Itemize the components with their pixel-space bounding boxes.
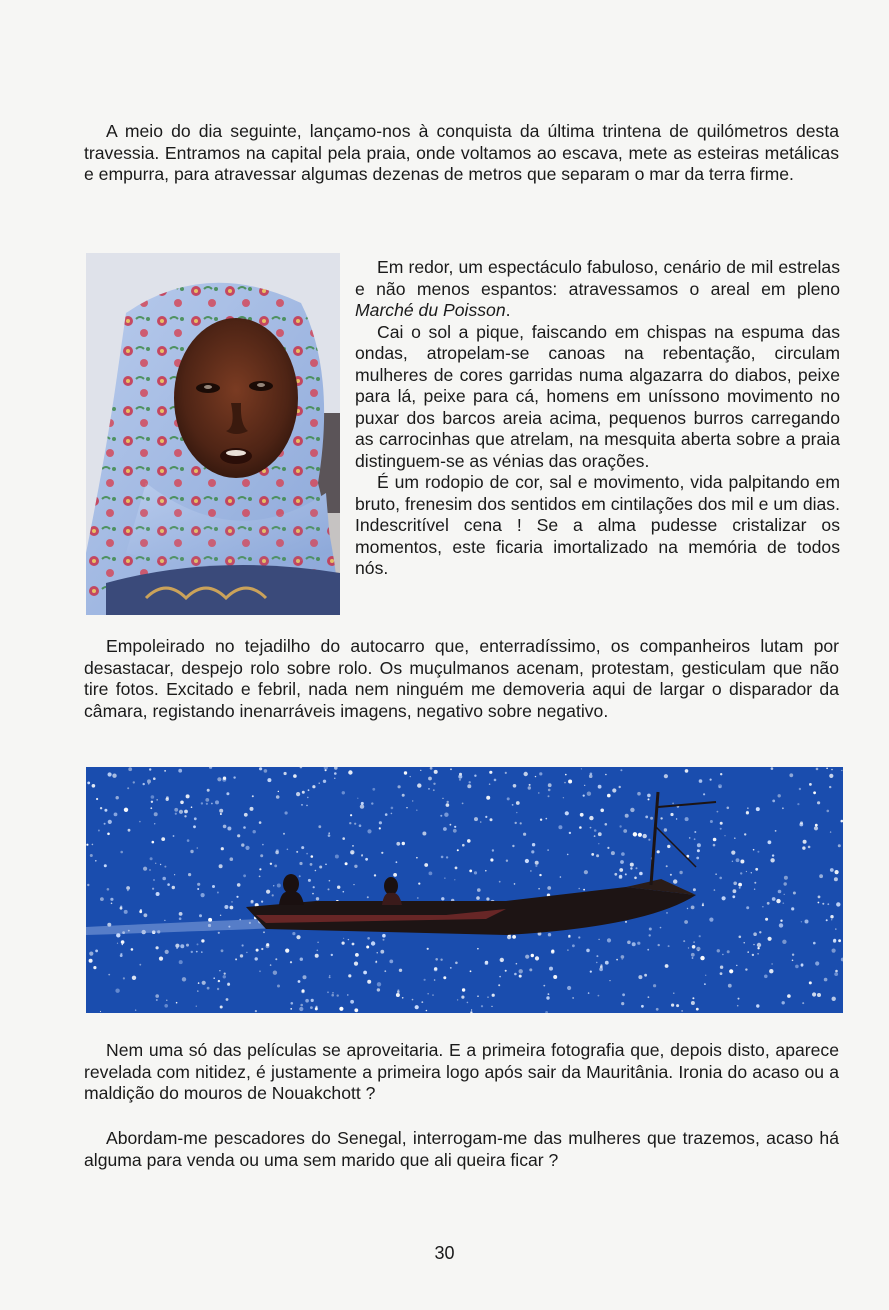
text-segment: . <box>505 300 511 320</box>
text-segment: Em redor, um espectáculo fabuloso, cenário de mil estrelas e não menos espantos: atravessamos o areal em pleno <box>355 257 840 299</box>
paragraph-films: Nem uma só das películas se aproveitaria. E a primeira fotografia que, depois disto, aparece revelada com nitidez, é justamente a primeira logo após sair da Mauritânia. Ironia do acaso ou a maldição do mouros de Nouakchott ? <box>84 1040 839 1103</box>
paragraph-market-intro <box>355 257 840 322</box>
page-number: 30 <box>434 1243 455 1263</box>
paragraph-market-scene: Cai o sol a pique, faiscando em chispas na espuma das ondas, atropelam-se canoas na rebentação, circulam mulheres de cores garridas numa algazarra do diabos, peixe para lá, peixe para cá, homens em uníssono movimento no puxar dos barcos areia acima, pequenos burros carregando as carrocinhas que atrelam, na mesquita aberta sobre a praia distinguem-se as vénias das orações. <box>355 321 840 471</box>
paragraph-arrival: A meio do dia seguinte, lançamo-nos à conquista da última trintena de quilómetros desta travessia. Entramos na capital pela praia, onde voltamos ao escava, mete as esteiras metálicas e empurra, para atravessar algumas dezenas de metros que separam o mar da terra firme. <box>84 121 839 184</box>
paragraph-market-impression: É um rodopio de cor, sal e movimento, vida palpitando em bruto, frenesim dos sentidos em cintilações dos mil e um dias. Indescritível cena ! Se a alma pudesse cristalizar os momentos, este ficaria imortalizado na memória de todos nós. <box>355 472 840 578</box>
paragraph-fishermen: Abordam-me pescadores do Senegal, interrogam-me das mulheres que trazemos, acaso há alguma para venda ou uma sem marido que ali queira ficar ? <box>84 1128 839 1170</box>
paragraph-market <box>355 257 840 580</box>
market-name-italic: Marché du Poisson <box>355 300 506 320</box>
portrait-photo <box>86 253 340 615</box>
paragraph-bus-roof: Empoleirado no tejadilho do autocarro que, enterradíssimo, os companheiros lutam por desastacar, despejo rolo sobre rolo. Os muçulmanos acenam, protestam, gesticulam que não tire fotos. Excitado e febril, nada nem ninguém me demoveria aqui de largar o disparador da câmara, registando inenarráveis imagens, negativo sobre negativo. <box>84 636 839 721</box>
boat-photo <box>86 767 843 1013</box>
